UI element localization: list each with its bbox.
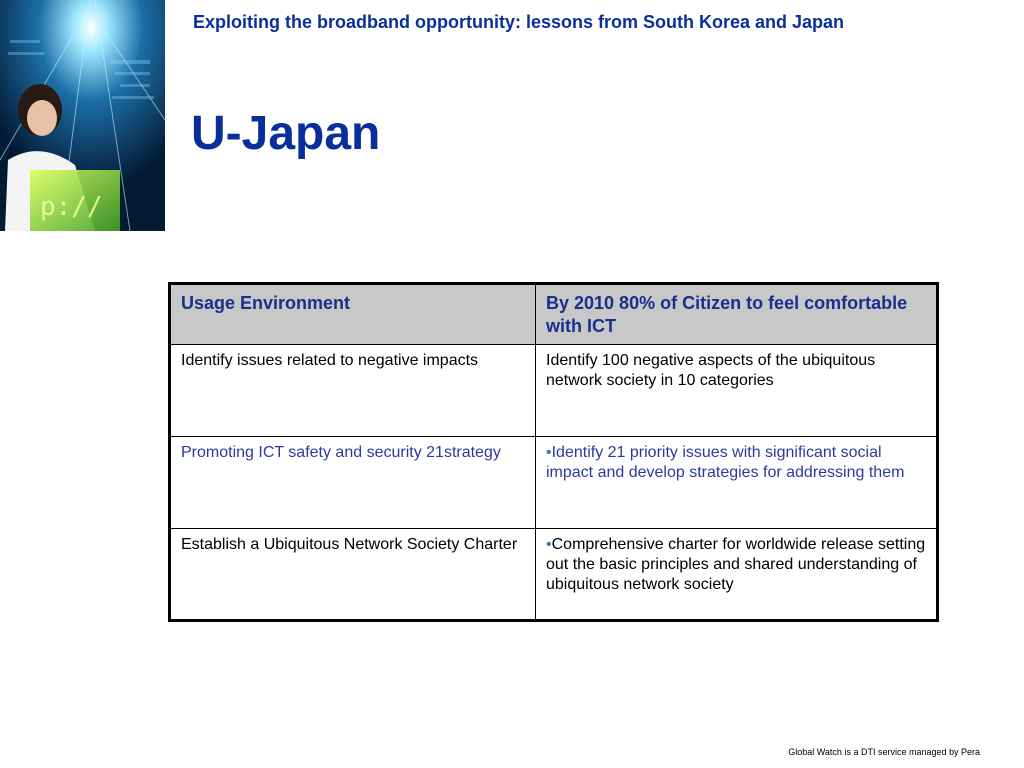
table-cell: [536, 437, 938, 529]
bullet-marker: •: [546, 444, 552, 461]
table-row: [170, 437, 938, 529]
cell-text: Identify 21 priority issues with significant social impact and develop strategies for addressing them: [546, 444, 905, 481]
usage-environment-table: [168, 282, 939, 622]
table-row: [170, 529, 938, 621]
table-header-row: [170, 284, 938, 345]
usage-environment-table-wrap: [168, 282, 939, 619]
table-header-cell: Usage Environment: [170, 284, 536, 345]
table-row: [170, 345, 938, 437]
cell-text: Promoting ICT safety and security 21strategy: [181, 444, 501, 461]
svg-text:p://: p://: [40, 192, 103, 222]
table-header-cell: By 2010 80% of Citizen to feel comfortable with ICT: [536, 284, 938, 345]
footer-note: Global Watch is a DTI service managed by Pera: [788, 747, 980, 757]
slide-title: U-Japan: [191, 107, 381, 160]
cell-text: Comprehensive charter for worldwide release setting out the basic principles and shared understanding of ubiquitous network society: [546, 536, 926, 593]
bullet-marker: •: [546, 536, 552, 553]
table-cell: Establish a Ubiquitous Network Society Charter: [170, 529, 536, 621]
table-cell: [536, 529, 938, 621]
hero-image: [0, 0, 165, 231]
header-title: Exploiting the broadband opportunity: lessons from South Korea and Japan: [193, 12, 845, 32]
table-cell: Identify 100 negative aspects of the ubiquitous network society in 10 categories: [536, 345, 938, 437]
table-cell: Identify issues related to negative impacts: [170, 345, 536, 437]
table-cell: [170, 437, 536, 529]
